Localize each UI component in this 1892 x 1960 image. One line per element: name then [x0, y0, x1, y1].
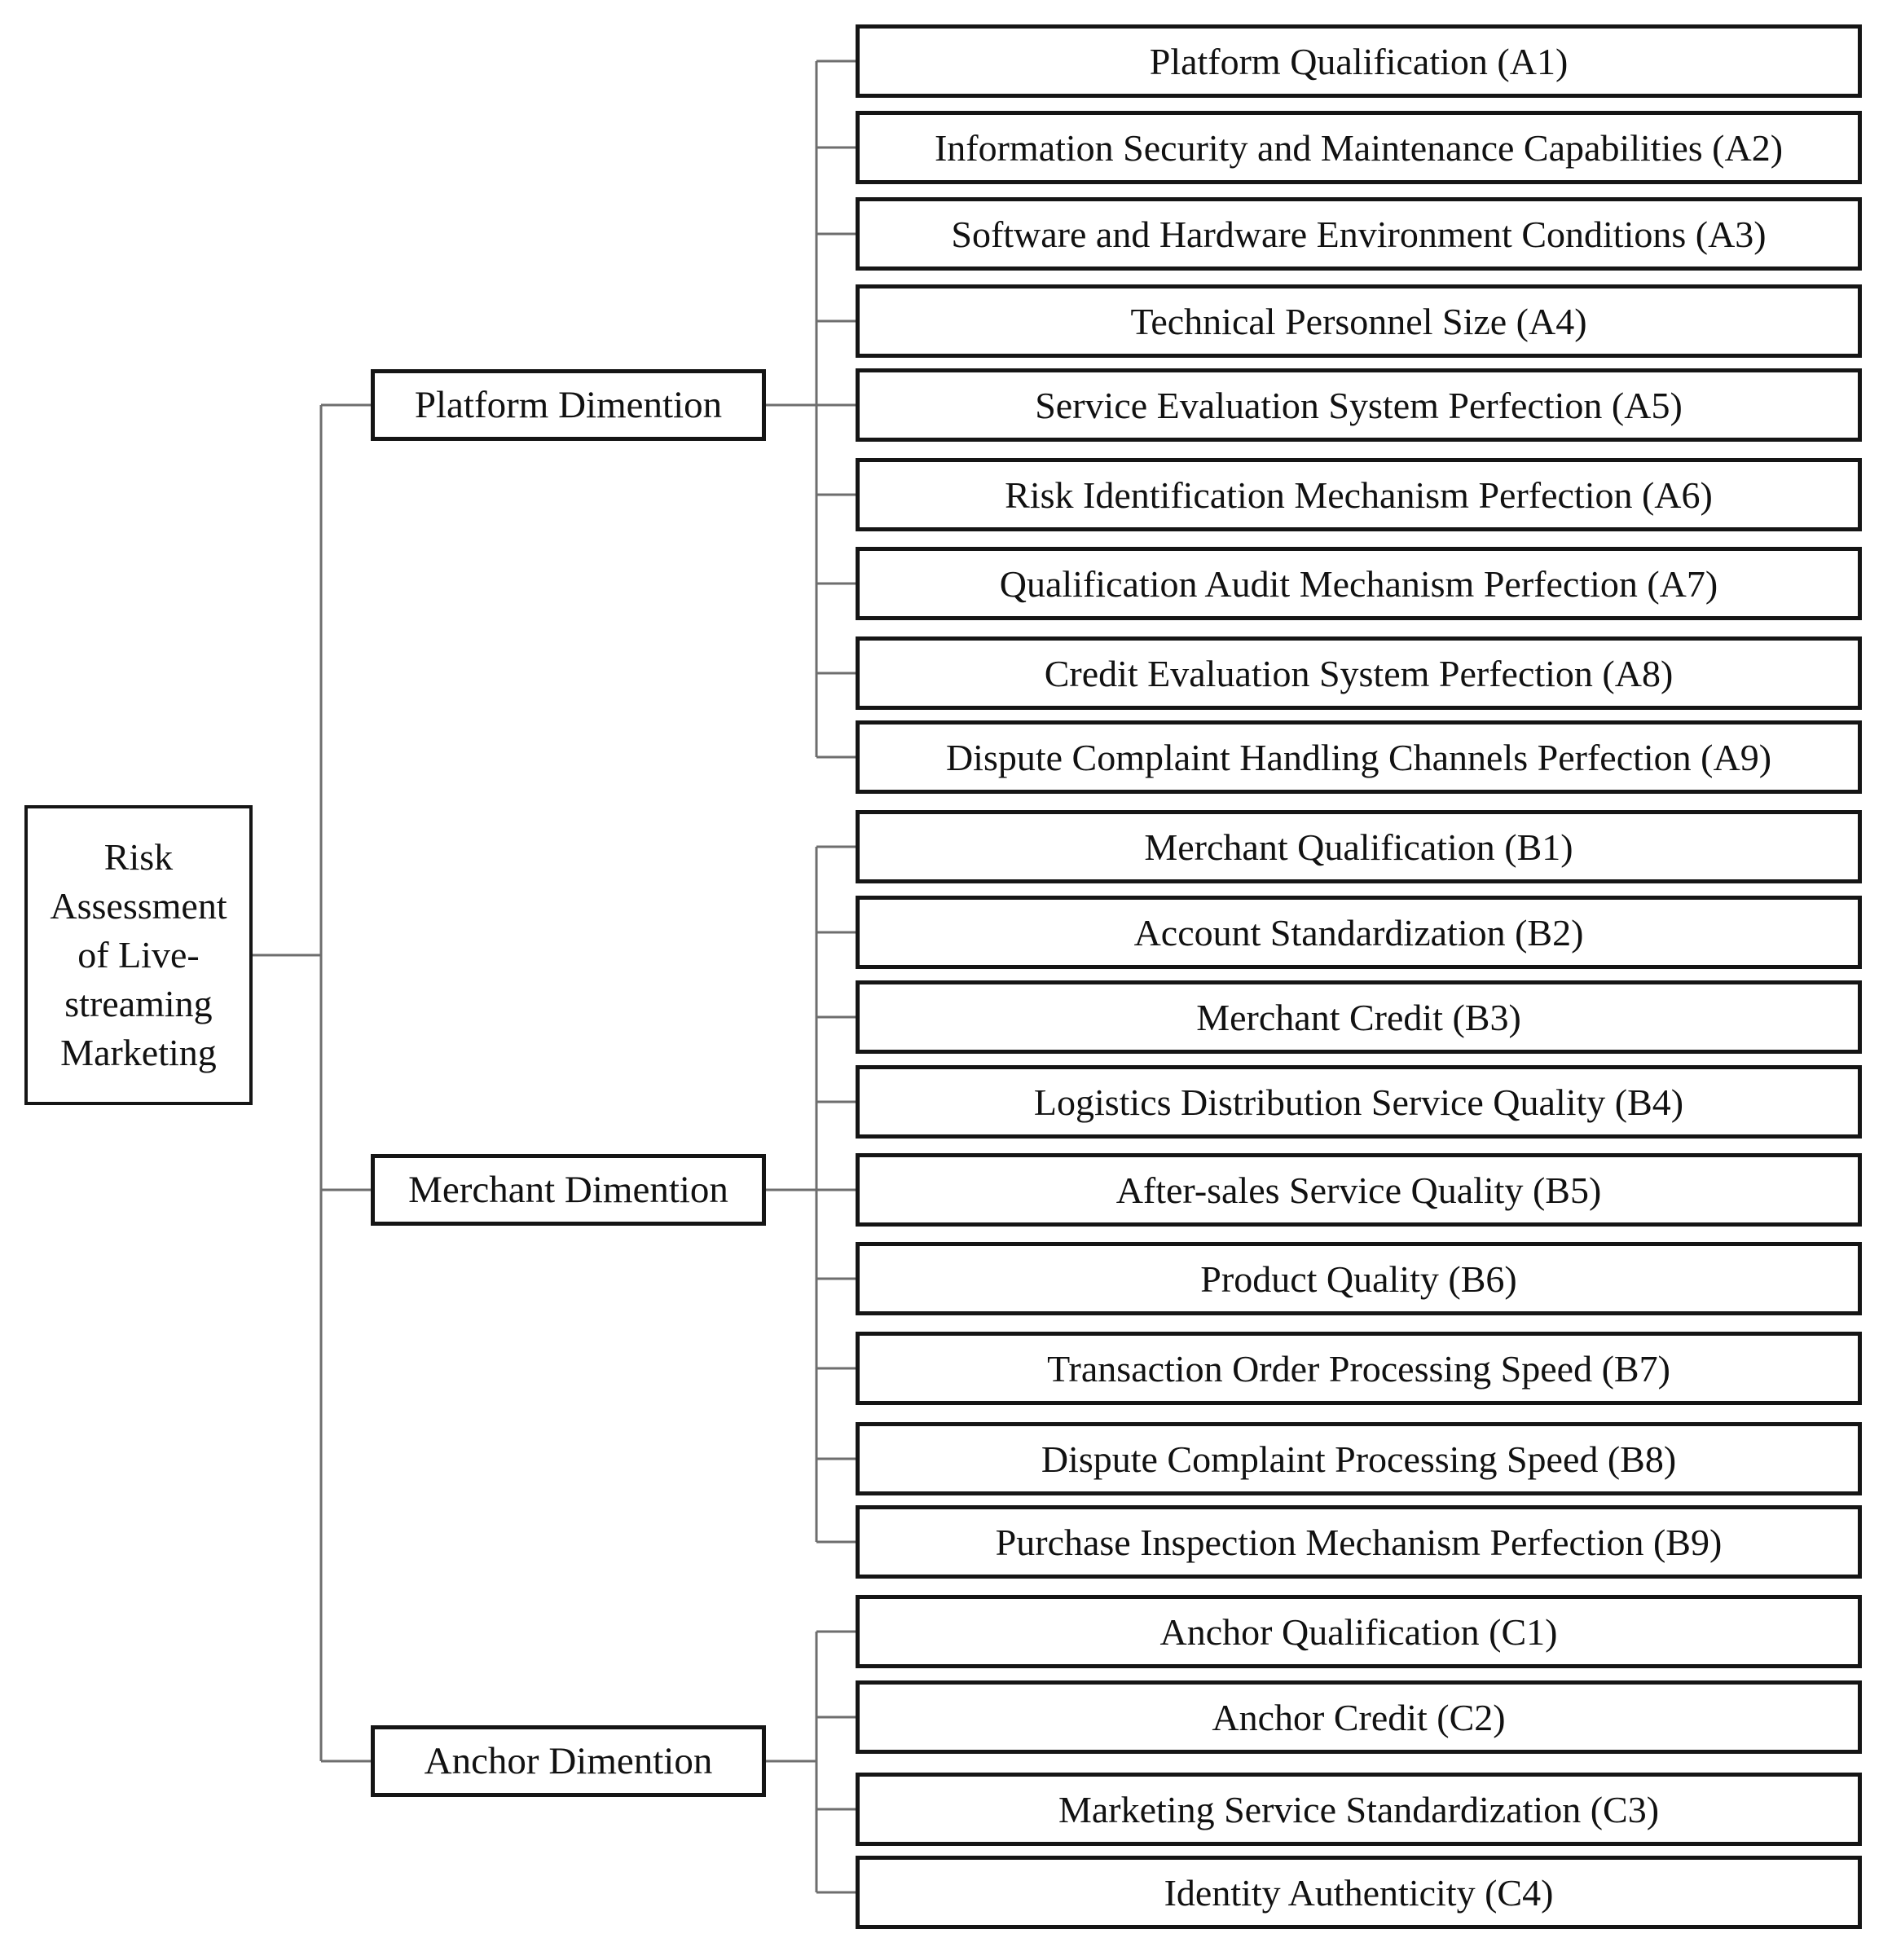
leaf-node-a5: Service Evaluation System Perfection (A5) [856, 368, 1862, 442]
leaf-node-c4: Identity Authenticity (C4) [856, 1856, 1862, 1929]
root-node-label [50, 833, 227, 1077]
root-label-line: Risk [103, 836, 174, 878]
dimension-node-platform: Platform Dimention [371, 369, 766, 441]
leaf-node-b1: Merchant Qualification (B1) [856, 810, 1862, 883]
root-node [24, 805, 253, 1105]
leaf-node-b6: Product Quality (B6) [856, 1242, 1862, 1315]
leaf-node-b9: Purchase Inspection Mechanism Perfection (B9) [856, 1505, 1862, 1579]
leaf-node-a3: Software and Hardware Environment Conditions (A3) [856, 197, 1862, 271]
dimension-node-anchor: Anchor Dimention [371, 1725, 766, 1797]
leaf-node-a4: Technical Personnel Size (A4) [856, 284, 1862, 358]
leaf-node-a6: Risk Identification Mechanism Perfection (A6) [856, 458, 1862, 531]
leaf-node-c2: Anchor Credit (C2) [856, 1680, 1862, 1754]
leaf-node-c3: Marketing Service Standardization (C3) [856, 1773, 1862, 1846]
leaf-node-a1: Platform Qualification (A1) [856, 24, 1862, 98]
leaf-node-b4: Logistics Distribution Service Quality (B4) [856, 1065, 1862, 1139]
leaf-node-a8: Credit Evaluation System Perfection (A8) [856, 636, 1862, 710]
leaf-node-a9: Dispute Complaint Handling Channels Perfection (A9) [856, 720, 1862, 794]
root-label-line: streaming [64, 983, 213, 1024]
root-label-line: Marketing [60, 1032, 217, 1073]
root-label-line: of Live- [77, 934, 200, 976]
leaf-node-b5: After-sales Service Quality (B5) [856, 1153, 1862, 1227]
leaf-node-b2: Account Standardization (B2) [856, 896, 1862, 969]
leaf-node-b3: Merchant Credit (B3) [856, 980, 1862, 1054]
leaf-node-c1: Anchor Qualification (C1) [856, 1595, 1862, 1668]
leaf-node-a7: Qualification Audit Mechanism Perfection (A7) [856, 547, 1862, 620]
leaf-node-a2: Information Security and Maintenance Capabilities (A2) [856, 111, 1862, 184]
dimension-node-merchant: Merchant Dimention [371, 1154, 766, 1226]
root-label-line: Assessment [50, 885, 227, 927]
leaf-node-b7: Transaction Order Processing Speed (B7) [856, 1332, 1862, 1405]
leaf-node-b8: Dispute Complaint Processing Speed (B8) [856, 1422, 1862, 1495]
